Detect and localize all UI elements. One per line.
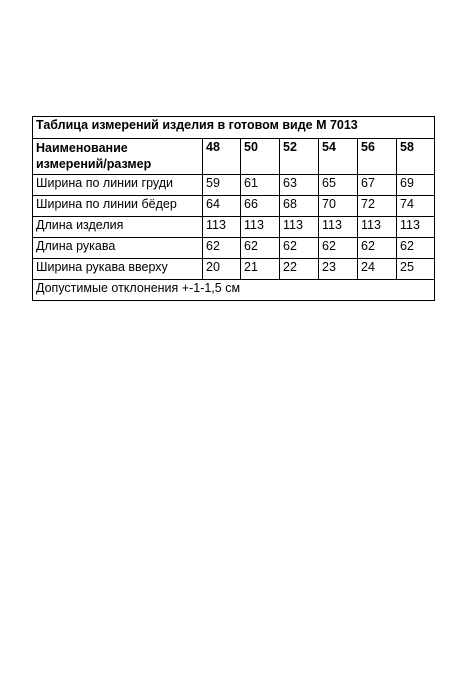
row-label: Длина изделия: [33, 217, 203, 238]
table-cell: 67: [358, 175, 397, 196]
measurement-table: [32, 116, 435, 301]
table-cell: 63: [280, 175, 319, 196]
table-title: Таблица измерений изделия в готовом виде М 7013: [33, 117, 435, 139]
table-cell: 113: [203, 217, 241, 238]
table-cell: 24: [358, 259, 397, 280]
row-label: Длина рукава: [33, 238, 203, 259]
table-cell: 113: [358, 217, 397, 238]
table-cell: 20: [203, 259, 241, 280]
table-cell: 66: [241, 196, 280, 217]
table-cell: 113: [280, 217, 319, 238]
table-row: [33, 196, 435, 217]
table-row: [33, 259, 435, 280]
header-label-line1: Наименование: [36, 141, 128, 155]
table-cell: 22: [280, 259, 319, 280]
table-cell: 62: [203, 238, 241, 259]
table-cell: 113: [397, 217, 435, 238]
table-row: [33, 175, 435, 196]
table-cell: 21: [241, 259, 280, 280]
table-cell: 74: [397, 196, 435, 217]
table-note-row: [33, 280, 435, 301]
table-cell: 25: [397, 259, 435, 280]
table-header-row: [33, 139, 435, 175]
table-cell: 62: [397, 238, 435, 259]
table-cell: 72: [358, 196, 397, 217]
header-label: [33, 139, 203, 175]
tolerance-note: Допустимые отклонения +-1-1,5 см: [33, 280, 435, 301]
table-cell: 62: [280, 238, 319, 259]
size-header: 48: [203, 139, 241, 175]
table-row: [33, 238, 435, 259]
table-title-row: [33, 117, 435, 139]
header-label-line2: измерений/размер: [36, 156, 152, 171]
table-cell: 23: [319, 259, 358, 280]
size-header: 58: [397, 139, 435, 175]
size-header: 52: [280, 139, 319, 175]
table-cell: 62: [241, 238, 280, 259]
table-cell: 113: [319, 217, 358, 238]
table-row: [33, 217, 435, 238]
size-header: 56: [358, 139, 397, 175]
size-header: 50: [241, 139, 280, 175]
row-label: Ширина по линии груди: [33, 175, 203, 196]
table-cell: 65: [319, 175, 358, 196]
table-cell: 61: [241, 175, 280, 196]
table-cell: 62: [319, 238, 358, 259]
table-cell: 64: [203, 196, 241, 217]
table-cell: 62: [358, 238, 397, 259]
table-cell: 59: [203, 175, 241, 196]
table-cell: 70: [319, 196, 358, 217]
size-header: 54: [319, 139, 358, 175]
row-label: Ширина по линии бёдер: [33, 196, 203, 217]
table-cell: 113: [241, 217, 280, 238]
table-cell: 69: [397, 175, 435, 196]
table-cell: 68: [280, 196, 319, 217]
row-label: Ширина рукава вверху: [33, 259, 203, 280]
